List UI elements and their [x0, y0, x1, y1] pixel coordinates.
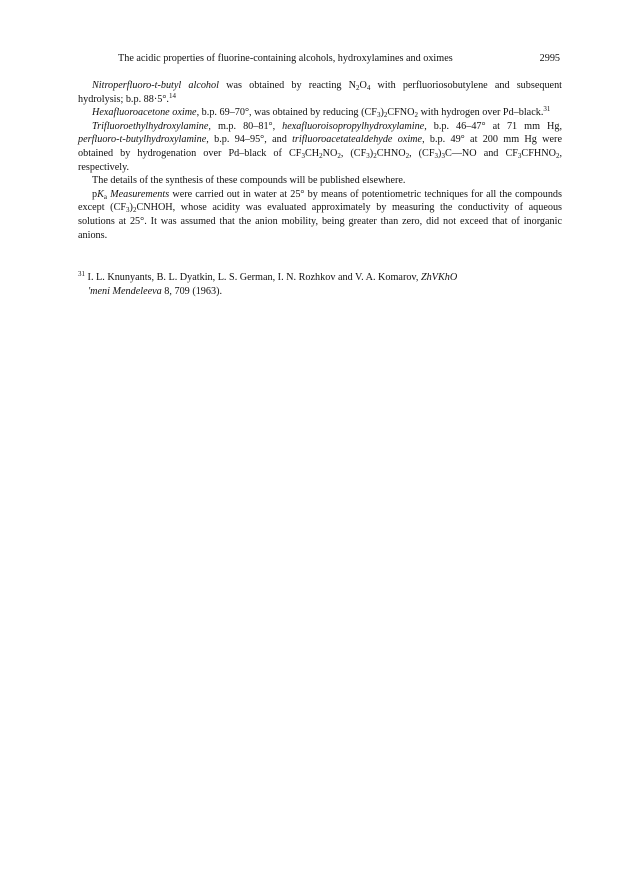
text: CHNO — [376, 147, 406, 159]
subscript: 2 — [337, 151, 341, 160]
compound-name: perfluoro-t-butylhydroxylamine — [78, 134, 207, 146]
compound-name: Hexafluoroacetone oxime — [92, 107, 197, 119]
reference-number: 31 — [78, 270, 85, 278]
subscript: 3 — [301, 151, 305, 160]
subscript: 2 — [319, 151, 323, 160]
text: CNHOH, whose acidity was evaluated approximately by measuring the conductivity of aqueous solutions at 25°. It was assumed that the anion mobility, being greater than zero, did not exceed that of inorganic anions. — [78, 202, 563, 241]
text: , b.p. 49° at 200 mm Hg were obtained by hydrogenation over Pd–black of CF — [78, 134, 562, 159]
running-title: The acidic properties of fluorine-containing alcohols, hydroxylamines and oximes — [118, 53, 453, 64]
subscript: a — [103, 192, 107, 201]
text: , m.p. 80–81°, — [208, 120, 283, 132]
subscript: 2 — [414, 111, 419, 120]
text: p — [92, 188, 98, 200]
reference-31 — [78, 271, 562, 298]
text: ) — [129, 202, 133, 214]
page-number: 2995 — [539, 53, 560, 64]
subscript: 4 — [366, 84, 371, 92]
text: O — [359, 80, 367, 91]
text: , (CF — [409, 147, 435, 159]
paragraph-hexafluoroacetone — [78, 106, 562, 120]
text: , respectively. — [78, 147, 563, 173]
reference-marker: 14 — [168, 91, 176, 100]
subscript: 2 — [405, 151, 410, 160]
subscript: 3 — [517, 151, 522, 160]
subscript: 3 — [441, 151, 445, 160]
subscript: 3 — [434, 151, 439, 160]
subscript: 2 — [383, 111, 388, 120]
text: was obtained by reacting N — [218, 80, 357, 91]
subscript: 3 — [366, 151, 370, 160]
text: CFHNO — [521, 147, 556, 159]
italic-symbol: K — [97, 188, 104, 200]
reference-line — [78, 271, 562, 285]
subscript: 2 — [356, 84, 360, 92]
italic-heading: Measurements — [107, 188, 170, 200]
running-header — [118, 52, 560, 66]
text: with perfluoriosobutylene and subsequent hydrolysis; b.p. 88·5°. — [78, 80, 562, 105]
text: with hydrogen over Pd–black. — [418, 107, 544, 119]
text: NO — [322, 147, 338, 159]
text: CH — [304, 147, 320, 159]
subscript: 2 — [132, 206, 137, 215]
reference-marker: 31 — [543, 105, 551, 114]
reference-line — [78, 285, 562, 299]
text: , (CF — [340, 147, 367, 159]
subscript: 3 — [376, 111, 381, 120]
text: ) — [438, 147, 442, 159]
compound-name: Nitroperfluoro-t-butyl alcohol — [92, 80, 219, 91]
reference-journal: 'meni Mendeleeva — [88, 285, 162, 297]
text: were carried out in water at 25° by means of potentiometric techniques for all the compounds except (CF — [78, 188, 562, 214]
paragraph-hydroxylamines — [78, 120, 562, 174]
reference-authors: I. L. Knunyants, B. L. Dyatkin, L. S. German, I. N. Rozhkov and V. A. Komarov, — [85, 272, 421, 283]
body-text — [78, 79, 562, 242]
subscript: 2 — [555, 151, 560, 160]
compound-name: Trifluoroethylhydroxylamine — [92, 120, 209, 132]
subscript: 2 — [373, 151, 377, 160]
text: C—NO and CF — [444, 147, 518, 159]
paragraph-nitroperfluoro — [78, 79, 562, 106]
text: , b.p. 94–95°, and — [206, 134, 293, 146]
reference-details: 8, 709 (1963). — [161, 285, 223, 297]
paragraph-synthesis-note: The details of the synthesis of these compounds will be published elsewhere. — [92, 175, 406, 187]
text: ) — [380, 107, 384, 119]
text: , b.p. 46–47° at 71 mm Hg, — [424, 120, 563, 132]
text: CFNO — [387, 107, 415, 119]
reference-journal: ZhVKhO — [420, 272, 458, 283]
paragraph-pka-measurements — [78, 188, 562, 242]
compound-name: trifluoroacetatealdehyde oxime — [292, 134, 423, 146]
text: , b.p. 69–70°, was obtained by reducing (CF — [196, 107, 377, 119]
compound-name: hexafluoroisopropylhydroxylamine — [282, 120, 425, 132]
subscript: 3 — [126, 206, 130, 215]
text: ) — [369, 147, 374, 159]
